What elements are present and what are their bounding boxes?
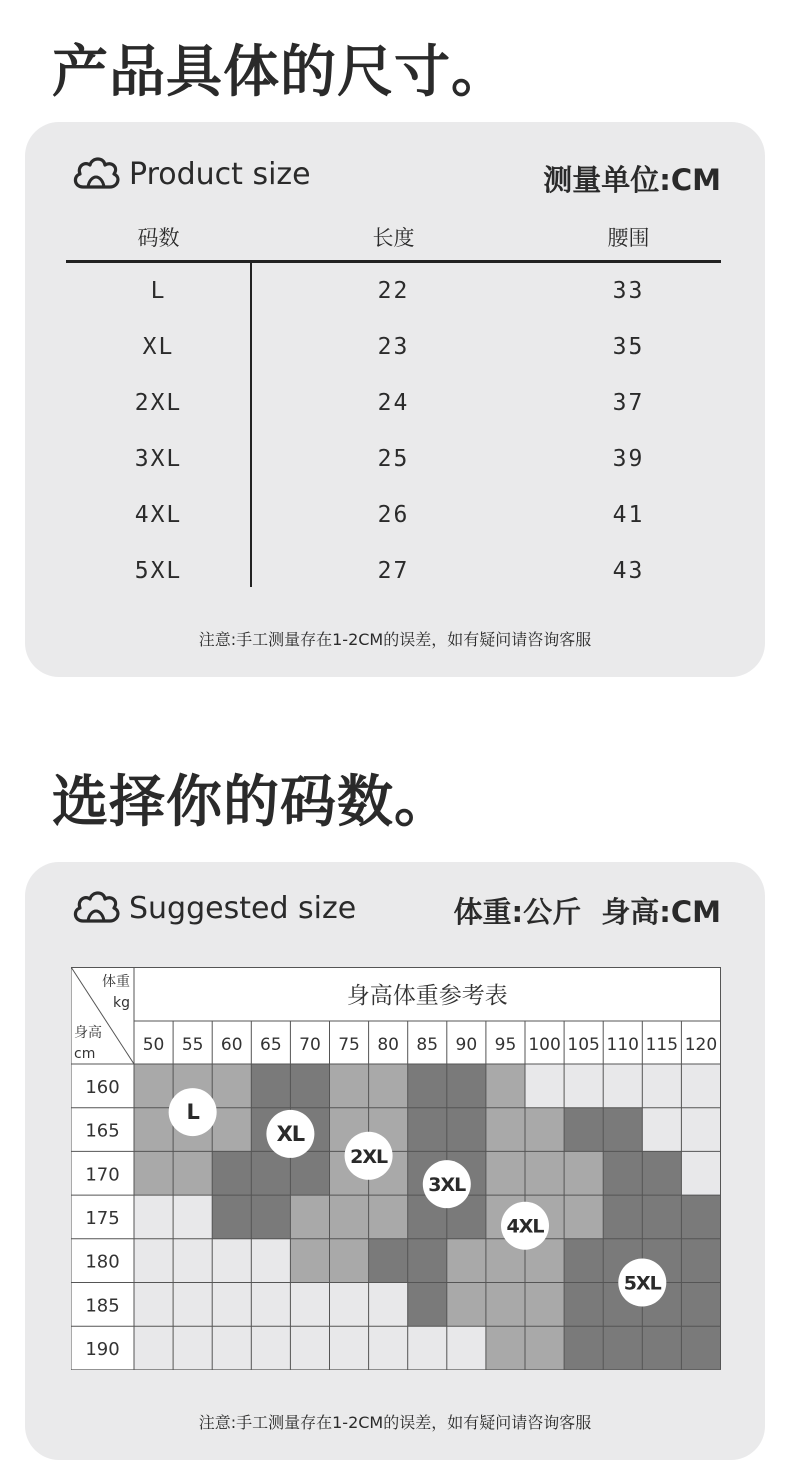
table-row [66, 375, 721, 431]
weight-label: 100 [528, 1035, 561, 1055]
grid-cell [212, 1283, 251, 1327]
grid-cell [642, 1326, 681, 1370]
size-cell: L [150, 278, 167, 304]
table-row [66, 431, 721, 487]
grid-cell [408, 1326, 447, 1370]
size-badge-label: XL [276, 1121, 305, 1146]
cotton-icon [71, 154, 121, 194]
length-cell: 23 [377, 334, 410, 360]
table-row [66, 263, 721, 319]
grid-cell [642, 1195, 681, 1239]
size-badge-label: 5XL [623, 1272, 661, 1295]
corner-height-label: 身高 [74, 1025, 102, 1041]
grid-cell [486, 1064, 525, 1108]
length-cell: 24 [377, 390, 410, 416]
grid-cell [251, 1283, 290, 1327]
size-cell: 3XL [134, 446, 183, 472]
corner-weight-label: 体重 [102, 974, 130, 990]
weight-label: 55 [181, 1035, 204, 1055]
grid-cell [564, 1195, 603, 1239]
height-label: 160 [85, 1076, 120, 1098]
size-reference-chart [71, 967, 721, 1374]
grid-cell [134, 1064, 173, 1108]
grid-cell [173, 1239, 212, 1283]
weight-label: 90 [455, 1035, 478, 1055]
size-cell: XL [142, 334, 175, 360]
grid-cell [290, 1195, 329, 1239]
grid-cell [486, 1108, 525, 1152]
size-badge-label: 2XL [350, 1145, 388, 1168]
grid-cell [408, 1064, 447, 1108]
grid-cell [408, 1283, 447, 1327]
grid-cell [447, 1108, 486, 1152]
grid-cell [212, 1108, 251, 1152]
grid-cell [447, 1239, 486, 1283]
corner-weight-unit: kg [113, 995, 130, 1011]
grid-cell [564, 1064, 603, 1108]
grid-cell [369, 1195, 408, 1239]
grid-cell [330, 1326, 369, 1370]
grid-cell [525, 1108, 564, 1152]
grid-cell [330, 1283, 369, 1327]
grid-cell [564, 1239, 603, 1283]
grid-cell [447, 1283, 486, 1327]
grid-cell [681, 1151, 720, 1195]
weight-label: 60 [220, 1035, 243, 1055]
table-row [66, 543, 721, 599]
grid-cell [681, 1239, 720, 1283]
grid-cell [603, 1064, 642, 1108]
grid-cell [290, 1283, 329, 1327]
grid-cell [134, 1326, 173, 1370]
grid-cell [603, 1108, 642, 1152]
grid-cell [525, 1064, 564, 1108]
grid-cell [564, 1326, 603, 1370]
weight-label: 75 [338, 1035, 360, 1055]
chart-title: 身高体重参考表 [346, 983, 508, 1009]
grid-cell [134, 1151, 173, 1195]
product-size-card [25, 122, 765, 677]
grid-cell [330, 1239, 369, 1283]
grid-cell [525, 1326, 564, 1370]
grid-cell [173, 1195, 212, 1239]
height-label: 170 [85, 1164, 120, 1186]
suggested-size-title [71, 888, 356, 928]
weight-label: 50 [142, 1035, 165, 1055]
grid-cell [408, 1108, 447, 1152]
grid-cell [251, 1326, 290, 1370]
height-label: 185 [85, 1295, 120, 1317]
waist-cell: 43 [612, 558, 645, 584]
grid-cell [486, 1326, 525, 1370]
grid-cell [134, 1195, 173, 1239]
grid-cell [251, 1064, 290, 1108]
grid-cell [330, 1195, 369, 1239]
measure-unit: 测量单位:CM [543, 163, 721, 197]
grid-cell [525, 1151, 564, 1195]
measurement-note-2: 注意:手工测量存在1-2CM的误差，如有疑问请咨询客服 [198, 1413, 592, 1432]
grid-cell [681, 1108, 720, 1152]
grid-cell [173, 1326, 212, 1370]
grid-cell [251, 1151, 290, 1195]
grid-cell [134, 1108, 173, 1152]
weight-label: 70 [299, 1035, 321, 1055]
grid-cell [369, 1283, 408, 1327]
grid-cell [603, 1326, 642, 1370]
grid-cell [681, 1326, 720, 1370]
height-label: 165 [85, 1120, 120, 1142]
size-cell: 2XL [134, 390, 183, 416]
grid-cell [369, 1326, 408, 1370]
grid-cell [681, 1283, 720, 1327]
grid-cell [173, 1151, 212, 1195]
grid-cell [603, 1151, 642, 1195]
product-size-table [66, 214, 721, 599]
weight-label: 95 [494, 1035, 517, 1055]
cotton-icon [71, 888, 121, 928]
grid-cell [212, 1151, 251, 1195]
grid-cell [564, 1108, 603, 1152]
grid-cell [212, 1195, 251, 1239]
table-row [66, 487, 721, 543]
grid-cell [447, 1064, 486, 1108]
grid-cell [642, 1151, 681, 1195]
size-badge-label: 3XL [428, 1174, 466, 1197]
grid-cell [290, 1064, 329, 1108]
grid-cell [251, 1239, 290, 1283]
product-size-title [71, 154, 311, 194]
grid-cell [212, 1239, 251, 1283]
suggested-size-card [25, 862, 765, 1460]
grid-cell [134, 1239, 173, 1283]
grid-cell [369, 1064, 408, 1108]
waist-cell: 35 [612, 334, 645, 360]
weight-label: 80 [377, 1035, 399, 1055]
grid-cell [681, 1195, 720, 1239]
grid-cell [486, 1283, 525, 1327]
height-label: 180 [85, 1251, 120, 1273]
grid-cell [681, 1064, 720, 1108]
waist-cell: 39 [612, 446, 645, 472]
waist-cell: 37 [612, 390, 645, 416]
grid-cell [525, 1283, 564, 1327]
length-cell: 22 [377, 278, 410, 304]
grid-cell [173, 1283, 212, 1327]
weight-label: 120 [684, 1035, 718, 1055]
grid-cell [212, 1064, 251, 1108]
grid-cell [642, 1108, 681, 1152]
grid-cell [447, 1326, 486, 1370]
weight-label: 105 [567, 1035, 600, 1055]
grid-cell [369, 1239, 408, 1283]
corner-height-unit: cm [74, 1046, 96, 1062]
length-cell: 25 [377, 446, 410, 472]
grid-cell [212, 1326, 251, 1370]
grid-cell [330, 1064, 369, 1108]
weight-label: 85 [416, 1035, 439, 1055]
grid-cell [290, 1326, 329, 1370]
size-grid [71, 967, 721, 1370]
grid-cell [251, 1195, 290, 1239]
size-badge-label: L [186, 1100, 199, 1125]
table-divider [250, 263, 252, 587]
section-heading-product-size: 产品具体的尺寸。 [52, 40, 508, 105]
height-label: 175 [85, 1207, 120, 1229]
grid-cell [134, 1283, 173, 1327]
table-header [66, 214, 721, 263]
section-heading-choose-size: 选择你的码数。 [52, 770, 451, 835]
grid-cell [486, 1151, 525, 1195]
size-cell: 5XL [134, 558, 183, 584]
grid-cell [408, 1239, 447, 1283]
grid-cell [564, 1151, 603, 1195]
height-label: 190 [85, 1339, 120, 1361]
table-row [66, 319, 721, 375]
header-size: 码数 [137, 226, 180, 250]
product-size-label: Product size [129, 156, 311, 192]
header-waist: 腰围 [607, 226, 650, 250]
length-cell: 27 [377, 558, 410, 584]
weight-height-unit: 体重:公斤 身高:CM [453, 895, 721, 929]
weight-label: 65 [260, 1035, 282, 1055]
grid-cell [564, 1283, 603, 1327]
grid-cell [290, 1151, 329, 1195]
suggested-size-label: Suggested size [129, 890, 357, 926]
weight-label: 110 [606, 1035, 639, 1055]
length-cell: 26 [377, 502, 410, 528]
grid-cell [290, 1239, 329, 1283]
waist-cell: 33 [612, 278, 645, 304]
weight-label: 115 [645, 1035, 679, 1055]
waist-cell: 41 [612, 502, 645, 528]
measurement-note: 注意:手工测量存在1-2CM的误差，如有疑问请咨询客服 [198, 630, 592, 649]
size-badge-label: 4XL [506, 1215, 544, 1238]
grid-cell [603, 1195, 642, 1239]
size-cell: 4XL [134, 502, 183, 528]
grid-cell [642, 1064, 681, 1108]
header-length: 长度 [372, 226, 415, 250]
